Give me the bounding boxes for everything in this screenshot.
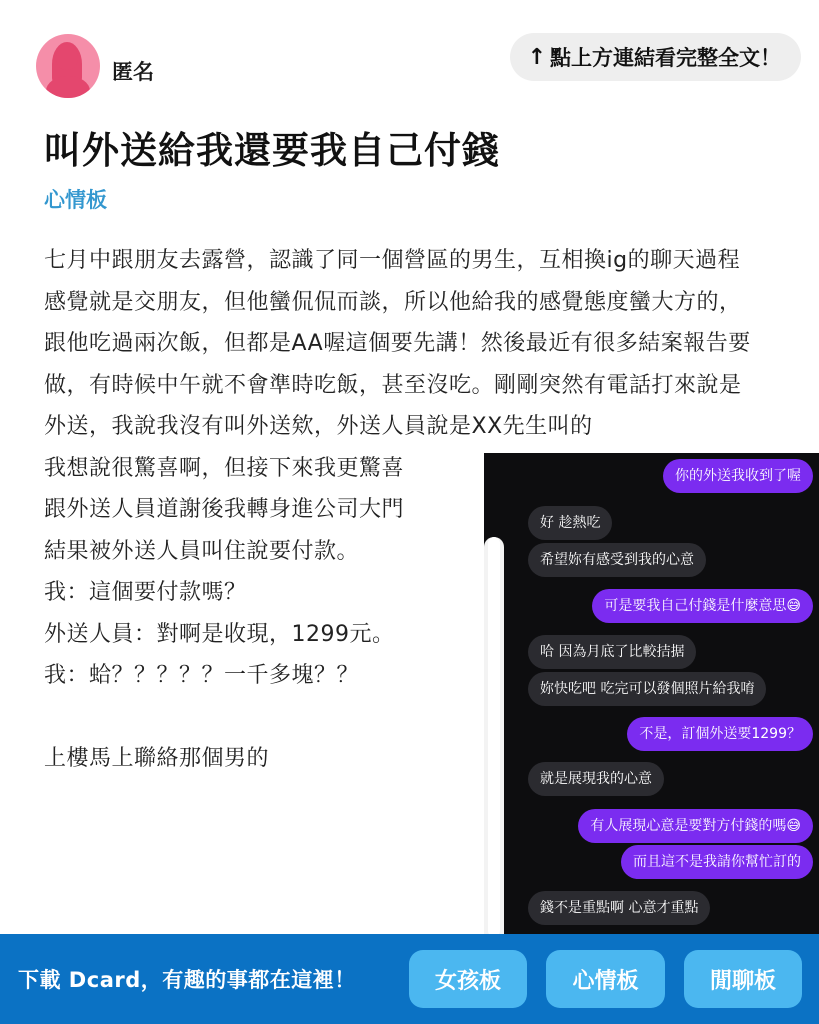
chat-message-sent: 你的外送我收到了喔	[663, 459, 813, 493]
board-button-mood[interactable]: 心情板	[546, 950, 665, 1008]
post-line: 我想說很驚喜啊，但接下來我更驚喜	[44, 455, 405, 481]
post-line: 七月中跟朋友去露營，認識了同一個營區的男生，互相換ig的聊天過程	[44, 248, 741, 273]
post-line: 外送，我說我沒有叫外送欸，外送人員說是XX先生叫的	[44, 414, 593, 439]
author-name: 匿名	[112, 60, 154, 84]
view-full-article-label: 點上方連結看完整全文！	[550, 46, 781, 70]
post-line: 跟外送人員道謝後我轉身進公司大門	[44, 497, 405, 522]
post-line: 上樓馬上聯絡那個男的	[44, 746, 270, 771]
up-arrow-icon: ↑	[527, 44, 546, 70]
post-line: 跟他吃過兩次飯，但都是AA喔這個要先講！然後最近有很多結案報告要	[44, 331, 751, 356]
post-line: 我：蛤？？？？？一千多塊？？	[44, 663, 360, 688]
chat-message-sent: 有人展現心意是要對方付錢的嗎😅	[578, 809, 813, 843]
board-link[interactable]: 心情板	[44, 188, 107, 212]
chat-message-received: 希望妳有感受到我的心意	[528, 543, 706, 577]
post-line: 做，有時候中午就不會準時吃飯，甚至沒吃。剛剛突然有電話打來說是	[44, 372, 742, 398]
post-line: 結果被外送人員叫住說要付款。	[44, 538, 360, 564]
post-line: 感覺就是交朋友，但他蠻侃侃而談，所以他給我的感覺態度蠻大方的，	[44, 289, 742, 315]
board-button-girls[interactable]: 女孩板	[409, 950, 527, 1008]
chat-screenshot	[484, 453, 819, 935]
post-title: 叫外送給我還要我自己付錢	[44, 129, 500, 172]
chat-message-received: 妳快吃吧 吃完可以發個照片給我唷	[528, 672, 766, 706]
chat-message-sent: 可是要我自己付錢是什麼意思😅	[592, 589, 813, 623]
post-line: 我：這個要付款嗎？	[44, 580, 247, 605]
chat-message-sent: 而且這不是我請你幫忙訂的	[621, 845, 813, 879]
post-author	[36, 34, 154, 98]
chat-message-sent: 不是，訂個外送要1299？	[627, 717, 813, 751]
chat-message-received: 就是展現我的心意	[528, 762, 664, 796]
redaction-strip	[484, 537, 504, 935]
chat-message-received: 好 趁熱吃	[528, 506, 612, 540]
board-button-chat[interactable]: 閒聊板	[684, 950, 802, 1008]
female-avatar-icon	[36, 34, 100, 98]
download-banner	[0, 934, 819, 1024]
post-line: 外送人員：對啊是收現，1299元。	[44, 621, 395, 647]
download-banner-text: 下載 Dcard，有趣的事都在這裡！	[18, 968, 356, 992]
chat-message-received: 錢不是重點啊 心意才重點	[528, 891, 710, 925]
chat-message-received: 哈 因為月底了比較拮据	[528, 635, 696, 669]
view-full-article-link[interactable]	[510, 33, 801, 81]
